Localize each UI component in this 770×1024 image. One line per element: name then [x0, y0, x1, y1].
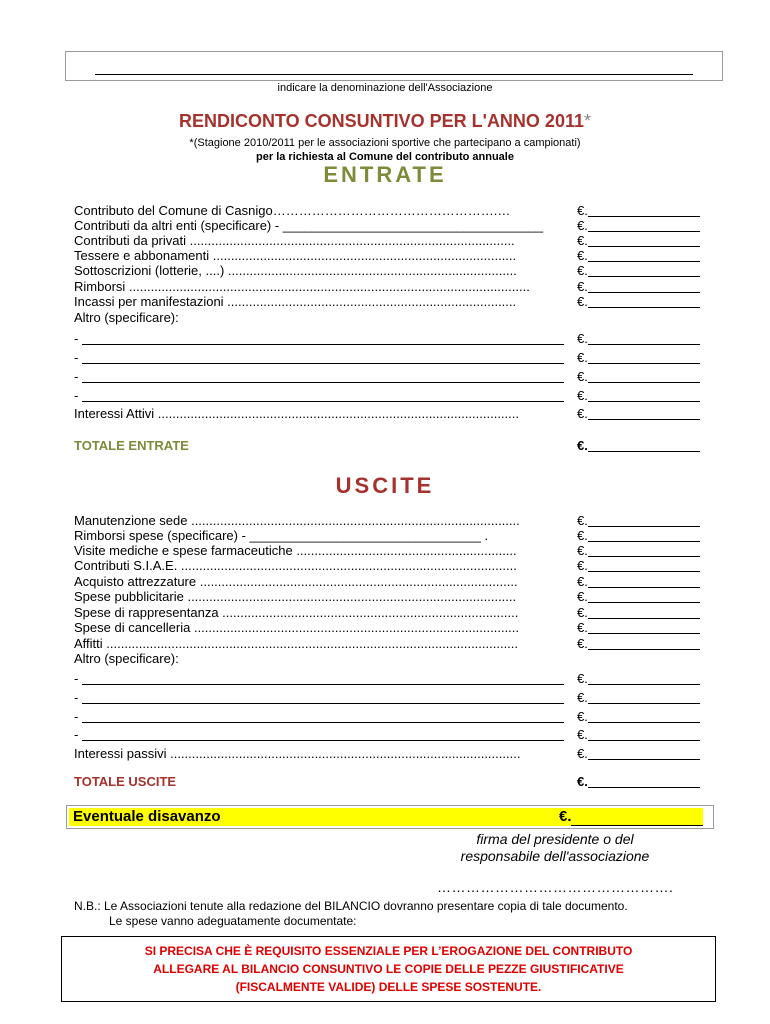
euro-symbol: €. — [577, 620, 588, 635]
euro-symbol: €. — [577, 279, 588, 294]
amount-field[interactable] — [588, 602, 700, 603]
page-title-text: RENDICONTO CONSUNTIVO PER L'ANNO 2011 — [178, 111, 584, 131]
uscite-row-label: Spese di cancelleria .......................................................................................... — [74, 620, 520, 635]
dash: - — [74, 369, 79, 384]
dash: - — [74, 671, 79, 686]
amount-field[interactable] — [588, 722, 700, 723]
euro-symbol: €. — [577, 406, 588, 421]
disavanzo-amount-field[interactable] — [571, 825, 703, 826]
uscite-row-label: Spese pubblicitarie ........................................................................................... — [74, 589, 517, 604]
euro-symbol: €. — [577, 248, 588, 263]
amount-field[interactable] — [588, 587, 700, 588]
dash: - — [74, 690, 79, 705]
disavanzo-label: Eventuale disavanzo — [73, 808, 221, 825]
uscite-row-label: Rimborsi spese (specificare) - ________________________________ . — [74, 528, 489, 543]
amount-field[interactable] — [588, 740, 700, 741]
euro-symbol: €. — [577, 774, 588, 789]
specify-field[interactable] — [82, 382, 564, 383]
amount-field[interactable] — [588, 292, 700, 293]
entrate-row-label: Contributo del Comune di Casnigo…………………………………………….… — [74, 203, 511, 218]
euro-symbol: €. — [577, 528, 588, 543]
specify-field[interactable] — [82, 363, 564, 364]
amount-field[interactable] — [588, 216, 700, 217]
altro-label: Altro (specificare): — [74, 310, 179, 325]
dash: - — [74, 331, 79, 346]
subtitle-request: per la richiesta al Comune del contributo annuale — [256, 151, 514, 163]
entrate-row-label: Contributi da altri enti (specificare) - ____________________________________ — [74, 218, 544, 233]
uscite-row-label: Manutenzione sede ........................................................................................... — [74, 513, 520, 528]
title-asterisk: * — [584, 111, 592, 131]
amount-field[interactable] — [588, 684, 700, 685]
nb-note: N.B.: Le Associazioni tenute alla redazione del BILANCIO dovranno presentare copia di tale documento. — [74, 899, 628, 913]
euro-symbol: €. — [559, 808, 572, 825]
warning-line1: SI PRECISA CHE È REQUISITO ESSENZIALE PER L’EROGAZIONE DEL CONTRIBUTO — [144, 944, 633, 958]
euro-symbol: €. — [577, 605, 588, 620]
disavanzo-box[interactable] — [66, 805, 714, 829]
warning-line2: ALLEGARE AL BILANCIO CONSUNTIVO LE COPIE DELLE PEZZE GIUSTIFICATIVE — [153, 962, 624, 976]
euro-symbol: €. — [577, 350, 588, 365]
euro-symbol: €. — [577, 671, 588, 686]
amount-field[interactable] — [588, 246, 700, 247]
euro-symbol: €. — [577, 369, 588, 384]
euro-symbol: €. — [577, 388, 588, 403]
amount-field[interactable] — [588, 541, 700, 542]
firma-line1: firma del presidente o del — [476, 831, 634, 847]
amount-field[interactable] — [588, 571, 700, 572]
amount-field[interactable] — [588, 649, 700, 650]
association-caption: indicare la denominazione dell'Associazione — [277, 82, 493, 94]
specify-field[interactable] — [82, 722, 564, 723]
totale-uscite-label: TOTALE USCITE — [74, 774, 177, 789]
interessi-attivi-label: Interessi Attivi .................................................................................................... — [74, 406, 519, 421]
uscite-row-label: Affitti .................................................................................................................. — [74, 636, 519, 651]
euro-symbol: €. — [577, 203, 588, 218]
warning-line3: (FISCALMENTE VALIDE) DELLE SPESE SOSTENUTE. — [235, 980, 542, 994]
amount-field[interactable] — [588, 307, 700, 308]
dash: - — [74, 350, 79, 365]
interessi-passivi-label: Interessi passivi ................................................................................................. — [74, 746, 521, 761]
association-name-line — [95, 74, 693, 75]
totale-entrate-label: TOTALE ENTRATE — [74, 438, 189, 453]
entrate-row-label: Tessere e abbonamenti .................................................................................... — [74, 248, 517, 263]
subtitle: *(Stagione 2010/2011 per le associazioni sportive che partecipano a campionati) — [189, 137, 581, 149]
euro-symbol: €. — [577, 558, 588, 573]
euro-symbol: €. — [577, 331, 588, 346]
euro-symbol: €. — [577, 294, 588, 309]
euro-symbol: €. — [577, 513, 588, 528]
nb-note-2: Le spese vanno adeguatamente documentate: — [109, 914, 357, 928]
euro-symbol: €. — [577, 589, 588, 604]
amount-field[interactable] — [588, 618, 700, 619]
specify-field[interactable] — [82, 684, 564, 685]
total-amount-field[interactable] — [588, 451, 700, 452]
dash: - — [74, 709, 79, 724]
euro-symbol: €. — [577, 233, 588, 248]
amount-field[interactable] — [588, 556, 700, 557]
entrate-row-label: Contributi da privati .......................................................................................... — [74, 233, 515, 248]
amount-field[interactable] — [588, 401, 700, 402]
euro-symbol: €. — [577, 574, 588, 589]
entrate-heading: ENTRATE — [323, 162, 447, 187]
amount-field[interactable] — [588, 231, 700, 232]
amount-field[interactable] — [588, 526, 700, 527]
amount-field[interactable] — [588, 363, 700, 364]
dash: - — [74, 727, 79, 742]
amount-field[interactable] — [588, 382, 700, 383]
entrate-row-label: Sottoscrizioni (lotterie, ....) ................................................................................ — [74, 263, 517, 278]
euro-symbol: €. — [577, 636, 588, 651]
amount-field[interactable] — [588, 633, 700, 634]
amount-field[interactable] — [588, 344, 700, 345]
euro-symbol: €. — [577, 746, 588, 761]
dash: - — [74, 388, 79, 403]
euro-symbol: €. — [577, 690, 588, 705]
euro-symbol: €. — [577, 438, 588, 453]
specify-field[interactable] — [82, 703, 564, 704]
euro-symbol: €. — [577, 263, 588, 278]
euro-symbol: €. — [577, 218, 588, 233]
firma-line2: responsabile dell'associazione — [460, 848, 650, 864]
euro-symbol: €. — [577, 543, 588, 558]
uscite-row-label: Contributi S.I.A.E. ............................................................................................. — [74, 558, 517, 573]
uscite-row-label: Visite mediche e spese farmaceutiche ............................................................. — [74, 543, 517, 558]
entrate-row-label: Incassi per manifestazioni ................................................................................ — [74, 294, 517, 309]
uscite-row-label: Spese di rappresentanza .................................................................................. — [74, 605, 519, 620]
specify-field[interactable] — [82, 344, 564, 345]
amount-field[interactable] — [588, 703, 700, 704]
signature-field[interactable]: …………………………………………. — [437, 879, 674, 895]
altro-label: Altro (specificare): — [74, 651, 179, 666]
euro-symbol: €. — [577, 709, 588, 724]
uscite-heading: USCITE — [335, 473, 435, 498]
total-amount-field[interactable] — [588, 787, 700, 788]
amount-field[interactable] — [588, 261, 700, 262]
amount-field[interactable] — [588, 276, 700, 277]
amount-field[interactable] — [588, 419, 700, 420]
page-title — [0, 111, 770, 132]
uscite-row-label: Acquisto attrezzature ........................................................................................ — [74, 574, 518, 589]
entrate-row-label: Rimborsi ............................................................................................................... — [74, 279, 530, 294]
warning-box — [61, 936, 716, 1002]
specify-field[interactable] — [82, 740, 564, 741]
amount-field[interactable] — [588, 759, 700, 760]
specify-field[interactable] — [82, 401, 564, 402]
association-name-box[interactable] — [65, 51, 723, 81]
euro-symbol: €. — [577, 727, 588, 742]
